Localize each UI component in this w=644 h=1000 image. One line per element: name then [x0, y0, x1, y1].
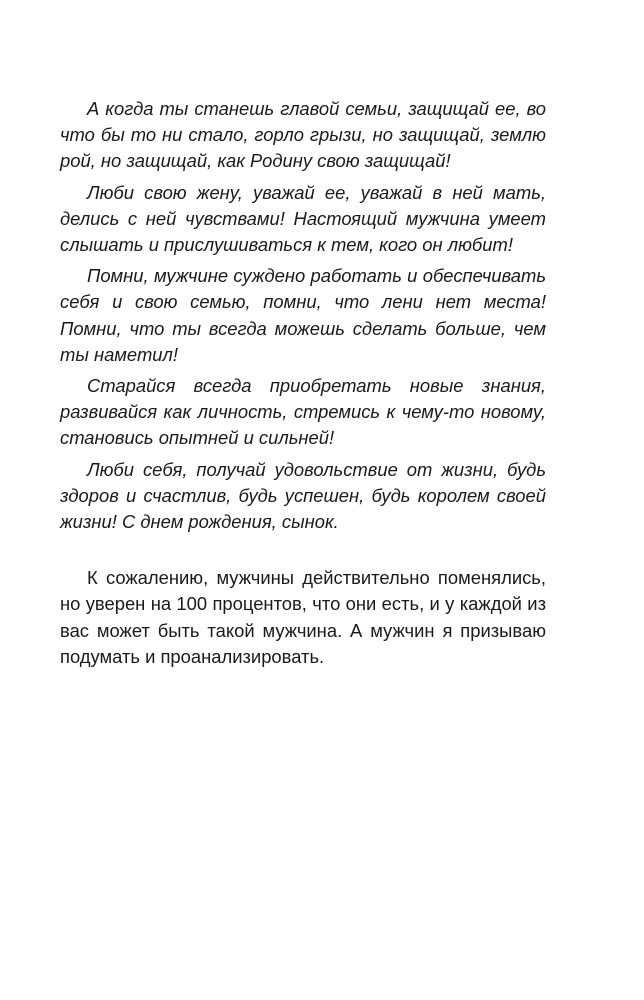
letter-to-son — [60, 96, 546, 535]
letter-paragraph-work: Помни, мужчине суждено работать и обеспечивать себя и свою семью, помни, что лени нет места! Помни, что ты всегда можешь сделать больше, чем ты наметил! — [60, 265, 546, 365]
letter-paragraph-love-wife: Люби свою жену, уважай ее, уважай в ней мать, делись с ней чувствами! Настоящий мужчина умеет слышать и прислушиваться к тем, кого он любит! — [60, 181, 546, 256]
letter-paragraph-knowledge: Старайся всегда приобретать новые знания, развивайся как личность, стремись к чему-то новому, становись опытней и сильней! — [60, 375, 546, 449]
book-page — [60, 96, 546, 670]
commentary-paragraph: К сожалению, мужчины действительно поменялись, но уверен на 100 процентов, что они есть, и у каждой из вас может быть такой мужчина. А мужчин я призываю подумать и проанализировать. — [60, 567, 546, 667]
letter-paragraph-love-self: Люби себя, получай удовольствие от жизни, будь здоров и счастлив, будь успешен, будь королем своей жизни! С днем рождения, сынок. — [60, 458, 546, 533]
letter-paragraph-protect-family: А когда ты станешь главой семьи, защищай ее, во что бы то ни стало, горло грызи, но защищай, землю рой, но защищай, как Родину свою защищай! — [60, 98, 546, 172]
author-commentary — [60, 565, 546, 670]
